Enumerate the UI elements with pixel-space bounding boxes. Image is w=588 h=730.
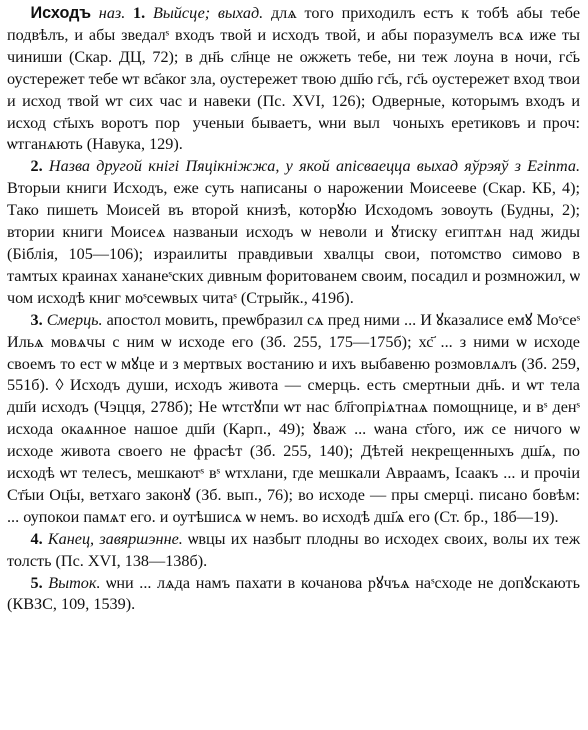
sense-text: ѡни ... лѧда намъ пахати в кочанова рꙋчъѧ наˢсходе не допꙋскають (КВЗС, 109, 1539). xyxy=(7,573,580,614)
sense-4 xyxy=(7,529,580,573)
sense-gloss: Выйсце; выхад. xyxy=(152,4,264,22)
sense-2 xyxy=(7,156,580,309)
sense-number: 2. xyxy=(30,157,43,176)
sense-number: 1. xyxy=(133,4,146,22)
sense-text: апостол мовить, преѡбразил сѧ пред ними ... И ꙋказалисе емꙋ Моˢсеˢ Ильѧ мовѧчы с ним ѡ исходе его (Зб. 255, 175—175б); хс҃ ... з ними ѡ исходе своемъ то ест ѡ мꙋце и з мертвых востанию и ихъ выбавеню розмовлѧлъ (Зб. 259, 551б). ◊ Исходъ души, исходъ живота — смерць. есть смертныи дн҃ь. и ѡт тела дш҃и исходъ (Чэцця, 278б); Не ѡтстꙋпи ѡт нас бл҃гопріѧтнаѧ помощнице, и вˢ денˢ исхода окаѧнное нашое дш҃и (Карп., 49); ꙋваж ... ѡана ст҃ого, иж се ничого ѡ исходе живота своего не фрасѣт (Зб. 255, 140); Дѣтей некрещенныхъ дш҃ѧ, по исходѣ ѡт телесъ, мешкаютˢ вˢ ѡтхлани, где мешкали Авраамъ, Ісаакъ ... и прочіи Ст҃ыи Оц҃ы, ветхаго законꙋ (Зб. вып., 76); во исходе — пры смерці. писано бовѣм: ... оупокои памѧт его. и оутѣшисѧ ѡ немъ. во исходѣ дш҃ѧ его (Ст. бр., 18б—19). xyxy=(7,310,581,526)
grammar-label: наз. xyxy=(98,4,126,22)
sense-3 xyxy=(7,310,580,529)
sense-gloss: Канец, завяршэнне. xyxy=(47,529,183,548)
sense-text: Вторыи книги Исходъ, еже суть написаны о нарожении Моисееве (Скар. КБ, 4); Тако пишеть Моисей въ второй книзѣ, которꙋю Исходомъ зовоуть (Будны, 2); втории книги Моисеѧ названыи исходъ ѡ неволи и ꙋтиску египтѧн над жиды (Біблія, 105—106); израилиты правдивыи хвалцы свои, потомство симово в тамтых краинах хананеˢских дивным форитованем своим, посадил и розмножил, ѡ чом исходѣ книг моˢсеѡвых читаˢ (Стрыйк., 419б). xyxy=(7,179,580,307)
sense-gloss: Назва другой кнігі Пяцікніжжа, у якой апісваецца выхад яўрэяў з Егіпта. xyxy=(48,157,580,176)
sense-gloss: Выток. xyxy=(48,573,101,592)
sense-5 xyxy=(7,573,580,617)
headword: Исходъ xyxy=(30,4,92,22)
sense-1 xyxy=(7,3,580,156)
sense-number: 5. xyxy=(30,573,43,592)
sense-number: 4. xyxy=(30,529,43,548)
sense-number: 3. xyxy=(30,310,43,329)
sense-text: длѧ того приходилъ естъ к тобѣ абы тебе подвѣлъ, и абы зведалˢ входъ твой и исходъ твой, и абы поразумелъ всѧ иже ты чиниши (Скар. ДЦ, 72); в дн҃ь сл҃нце не ожжеть тебе, ни теж лоуна в ночи, гс҃ь оустережет тебе ѡт вс҃акоr зла, оустережет твою дш҃ю гс҃ь, гс҃ь оустережет вход твои и исход твой ѡт сих час и навеки (Пс. XVI, 126); Одверные, которымъ входъ и исход ст҃ыхъ воротъ пор꙽ученыи бываетъ, ѡни вылꙋчоныхъ еретиковъ и проч: ѡтганѧють (Навука, 129). xyxy=(7,4,581,154)
sense-gloss: Смерць. xyxy=(46,310,103,329)
sense-text: ѡвцы их назбыт плодны во исходех своих, волы их теж толсть (Пс. XVI, 138—138б). xyxy=(7,529,581,570)
